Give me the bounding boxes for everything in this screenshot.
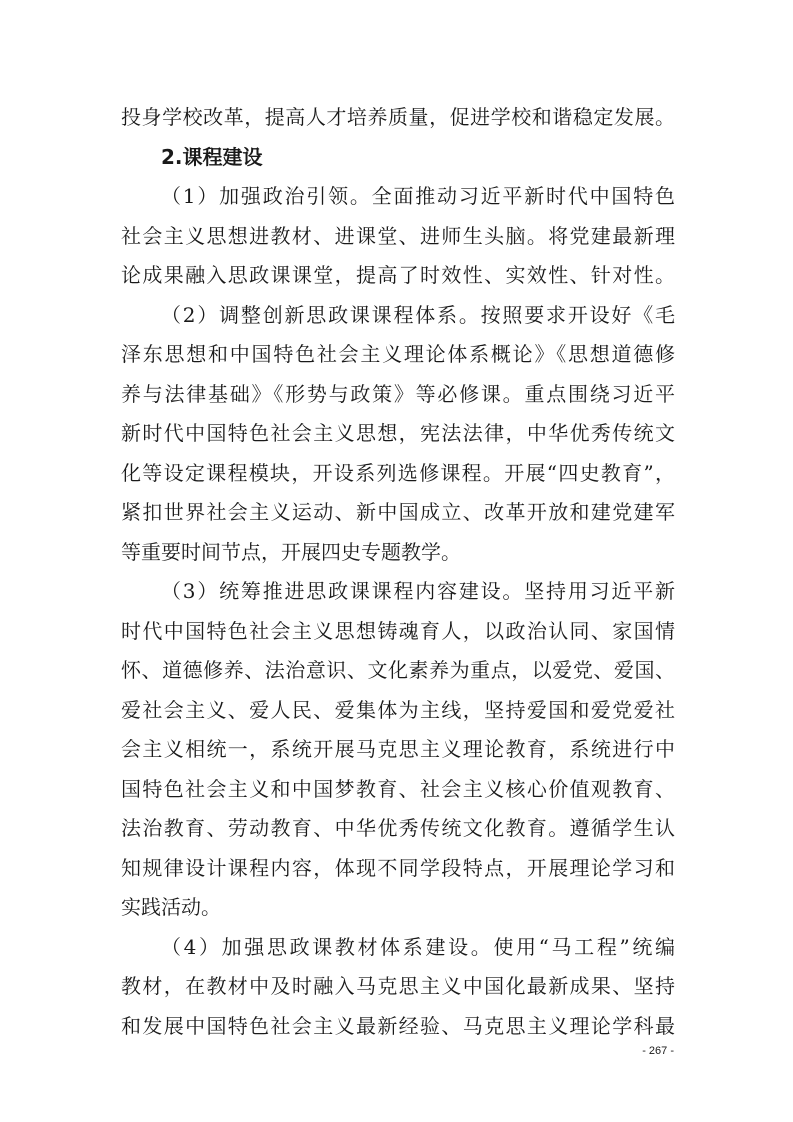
text-line: （4）加强思政课教材体系建设。使用“马工程”统编	[161, 934, 675, 959]
text-line: 新时代中国特色社会主义思想，宪法法律，中华优秀传统文	[121, 421, 675, 445]
text-line: （3）统筹推进思政课课程内容建设。坚持用习近平新	[161, 579, 675, 603]
text-line: 教材，在教材中及时融入马克思主义中国化最新成果、坚持	[121, 974, 675, 998]
text-line: 知规律设计课程内容，体现不同学段特点，开展理论学习和	[121, 855, 675, 880]
text-line: 泽东思想和中国特色社会主义理论体系概论》《思想道德修	[121, 342, 675, 366]
text-line: 国特色社会主义和中国梦教育、社会主义核心价值观教育、	[121, 776, 675, 801]
section-heading: 2.课程建设	[161, 144, 263, 169]
text-line: （1）加强政治引领。全面推动习近平新时代中国特色	[161, 184, 675, 208]
body-text	[121, 98, 675, 1046]
text-line: 等重要时间节点，开展四史专题教学。	[121, 539, 461, 564]
text-line: 法治教育、劳动教育、中华优秀传统文化教育。遵循学生认	[121, 816, 675, 840]
text-line: 化等设定课程模块，开设系列选修课程。开展“四史教育”，	[121, 460, 675, 485]
text-line: 怀、道德修养、法治意识、文化素养为重点，以爱党、爱国、	[121, 658, 675, 682]
text-line: 会主义相统一，系统开展马克思主义理论教育，系统进行中	[121, 737, 675, 761]
text-line: 紧扣世界社会主义运动、新中国成立、改革开放和建党建军	[121, 500, 675, 524]
text-line: 社会主义思想进教材、进课堂、进师生头脑。将党建最新理	[121, 223, 675, 248]
text-line: （2）调整创新思政课课程体系。按照要求开设好《毛	[161, 302, 675, 327]
text-line: 爱社会主义、爱人民、爱集体为主线，坚持爱国和爱党爱社	[121, 697, 675, 722]
text-line: 实践活动。	[121, 895, 221, 919]
text-line: 论成果融入思政课课堂，提高了时效性、实效性、针对性。	[121, 263, 675, 287]
text-line: 和发展中国特色社会主义最新经验、马克思主义理论学科最	[121, 1013, 675, 1038]
text-line: 时代中国特色社会主义思想铸魂育人，以政治认同、家国情	[121, 618, 675, 643]
text-line: 养与法律基础》《形势与政策》等必修课。重点围绕习近平	[121, 381, 675, 406]
page-number: - 267 -	[642, 1045, 674, 1057]
text-line: 投身学校改革，提高人才培养质量，促进学校和谐稳定发展。	[121, 105, 675, 129]
